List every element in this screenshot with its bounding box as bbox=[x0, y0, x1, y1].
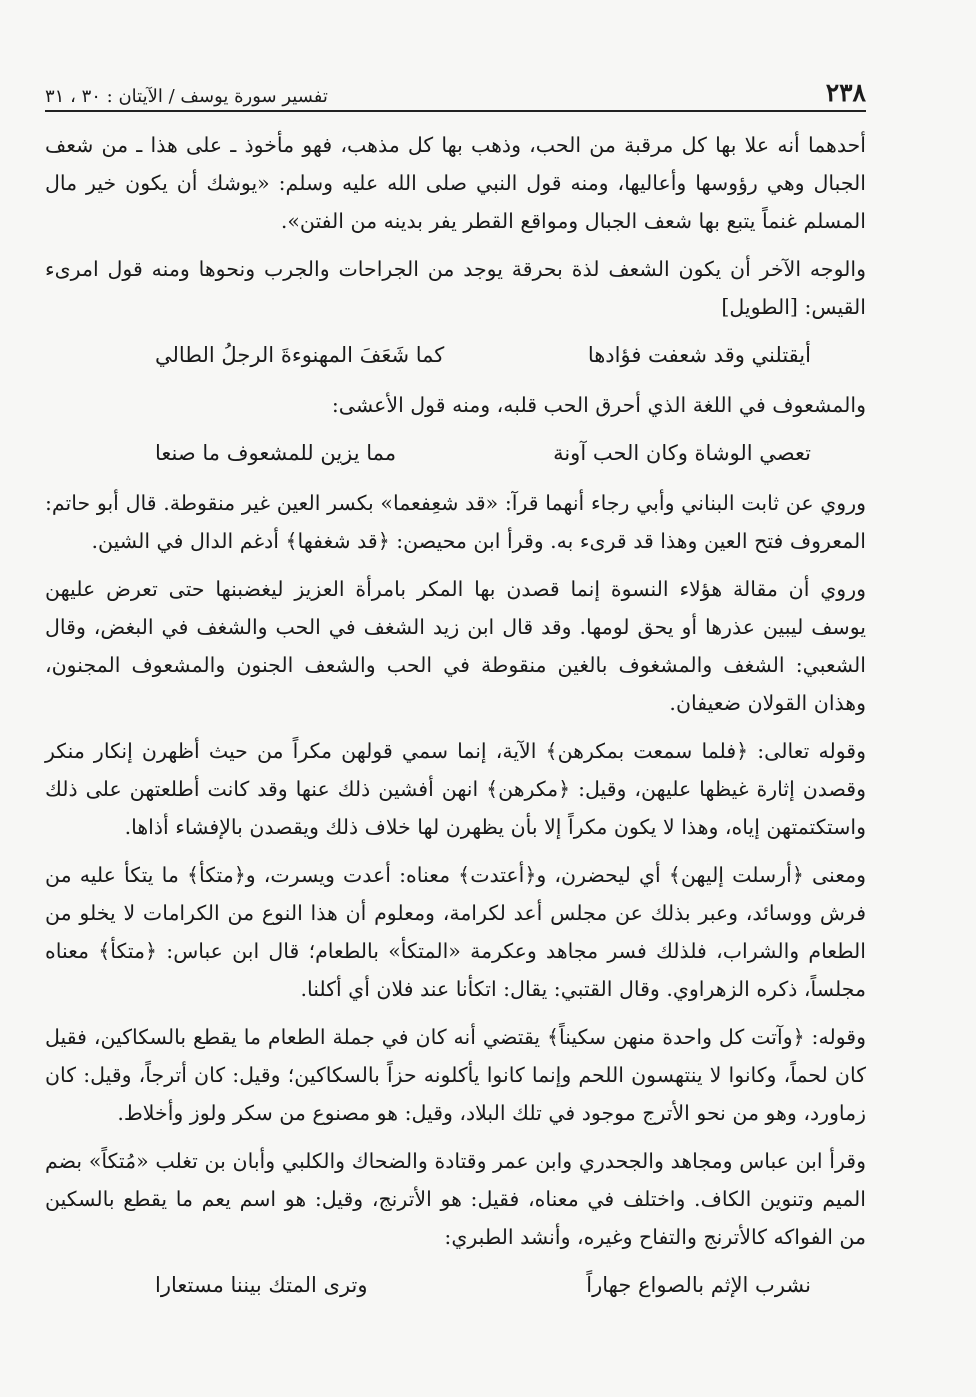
verse-1 bbox=[45, 336, 866, 374]
page-number: ٢٣٨ bbox=[825, 78, 866, 107]
paragraph-5: وروي أن مقالة هؤلاء النسوة إنما قصدن بها المكر بامرأة العزيز ليغضبنها حتى تعرض عليهن يوسف ليبين عذرها أو يحق لومها. وقد قال ابن زيد الشغف في الحب والشغف في البغض، وقال الشعبي: الشغف والمشغوف بالغين منقوطة في الحب والشعف الجنون والمشعوف المجنون، وهذان القولان ضعيفان. bbox=[45, 577, 866, 715]
running-title: تفسير سورة يوسف / الآيتان : ٣٠ ، ٣١ bbox=[45, 86, 328, 107]
paragraph-1: أحدهما أنه علا بها كل مرقبة من الحب، وذهب بها كل مذهب، فهو مأخوذ ـ على هذا ـ من شعف الجبال وهي رؤوسها وأعاليها، ومنه قول النبي صلى الله عليه وسلم: «يوشك أن يكون خير مال المسلم غنماً يتبع بها شعف الجبال ومواقع القطر يفر بدينه من الفتن». bbox=[45, 133, 866, 233]
verse-3-second-hemistich: وترى المتك بيننا مستعارا bbox=[155, 1273, 368, 1297]
paragraph-2: والوجه الآخر أن يكون الشعف لذة بحرقة يوجد من الجراحات والجرب ونحوها ومنه قول امرىء القيس: [الطويل] bbox=[45, 257, 866, 319]
paragraph-4: وروي عن ثابت البناني وأبي رجاء أنهما قرآ: «قد شعِفعما» بكسر العين غير منقوطة. قال أبو حاتم: المعروف فتح العين وهذا قد قرىء به. وقرأ ابن محيصن: ﴿قد شغفها﴾ أدغم الدال في الشين. bbox=[45, 491, 866, 553]
paragraph-7: ومعنى ﴿أرسلت إليهن﴾ أي ليحضرن، و﴿أعتدت﴾ معناه: أعدت ويسرت، و﴿متكأ﴾ ما يتكأ عليه من فرش ووسائد، وعبر بذلك عن مجلس أعد لكرامة، ومعلوم أن هذا النوع من الكرامات لا يخلو من الطعام والشراب، فلذلك فسر مجاهد وعكرمة «المتكأ» بالطعام؛ قال ابن عباس: ﴿متكأ﴾ معناه مجلساً، ذكره الزهراوي. وقال القتبي: يقال: اتكأنا عند فلان أي أكلنا. bbox=[45, 863, 866, 1001]
verse-3-first-hemistich: نشرب الإثم بالصواع جهاراً bbox=[586, 1273, 811, 1297]
paragraph-9: وقرأ ابن عباس ومجاهد والجحدري وابن عمر وقتادة والضحاك والكلبي وأبان بن تغلب «مُتكاً» بضم الميم وتنوين الكاف. واختلف في معناه، فقيل: هو الأترنج، وقيل: هو اسم يعم ما يقطع بالسكين من الفواكه كالأترنج والتفاح وغيره، وأنشد الطبري: bbox=[45, 1149, 866, 1249]
paragraph-6: وقوله تعالى: ﴿فلما سمعت بمكرهن﴾ الآية، إنما سمي قولهن مكراً من حيث أظهرن إنكار منكر وقصدن إثارة غيظها عليهن، وقيل: ﴿مكرهن﴾ انهن أفشين ذلك عنها وقد كانت أطلعتهن على ذلك واستكتمتهن إياه، وهذا لا يكون مكراً إلا بأن يظهرن لها خلاف ذلك ويقصدن بالإفشاء أذاها. bbox=[45, 739, 866, 839]
verse-2-second-hemistich: مما يزين للمشعوف ما صنعا bbox=[155, 441, 397, 465]
verse-1-first-hemistich: أيقتلني وقد شعفت فؤادها bbox=[587, 343, 811, 367]
page-body bbox=[45, 126, 866, 1304]
verse-2-first-hemistich: تعصي الوشاة وكان الحب آونة bbox=[553, 441, 811, 465]
page-header bbox=[45, 78, 866, 112]
verse-1-second-hemistich: كما شَعَفَ المهنوءةَ الرجلُ الطالي bbox=[155, 343, 445, 367]
verse-2 bbox=[45, 434, 866, 472]
paragraph-3: والمشعوف في اللغة الذي أحرق الحب قلبه، ومنه قول الأعشى: bbox=[331, 393, 866, 417]
verse-3 bbox=[45, 1266, 866, 1304]
paragraph-8: وقوله: ﴿وآتت كل واحدة منهن سكيناً﴾ يقتضي أنه كان في جملة الطعام ما يقطع بالسكاكين، فقيل كان لحماً، وكانوا لا ينتهسون اللحم وإنما كانوا يأكلونه حزاً بالسكاكين؛ وقيل: كان أترجاً، وقيل: كان زماورد، وهو من نحو الأترج موجود في تلك البلاد، وقيل: هو مصنوع من سكر ولوز وأخلاط. bbox=[45, 1025, 866, 1125]
